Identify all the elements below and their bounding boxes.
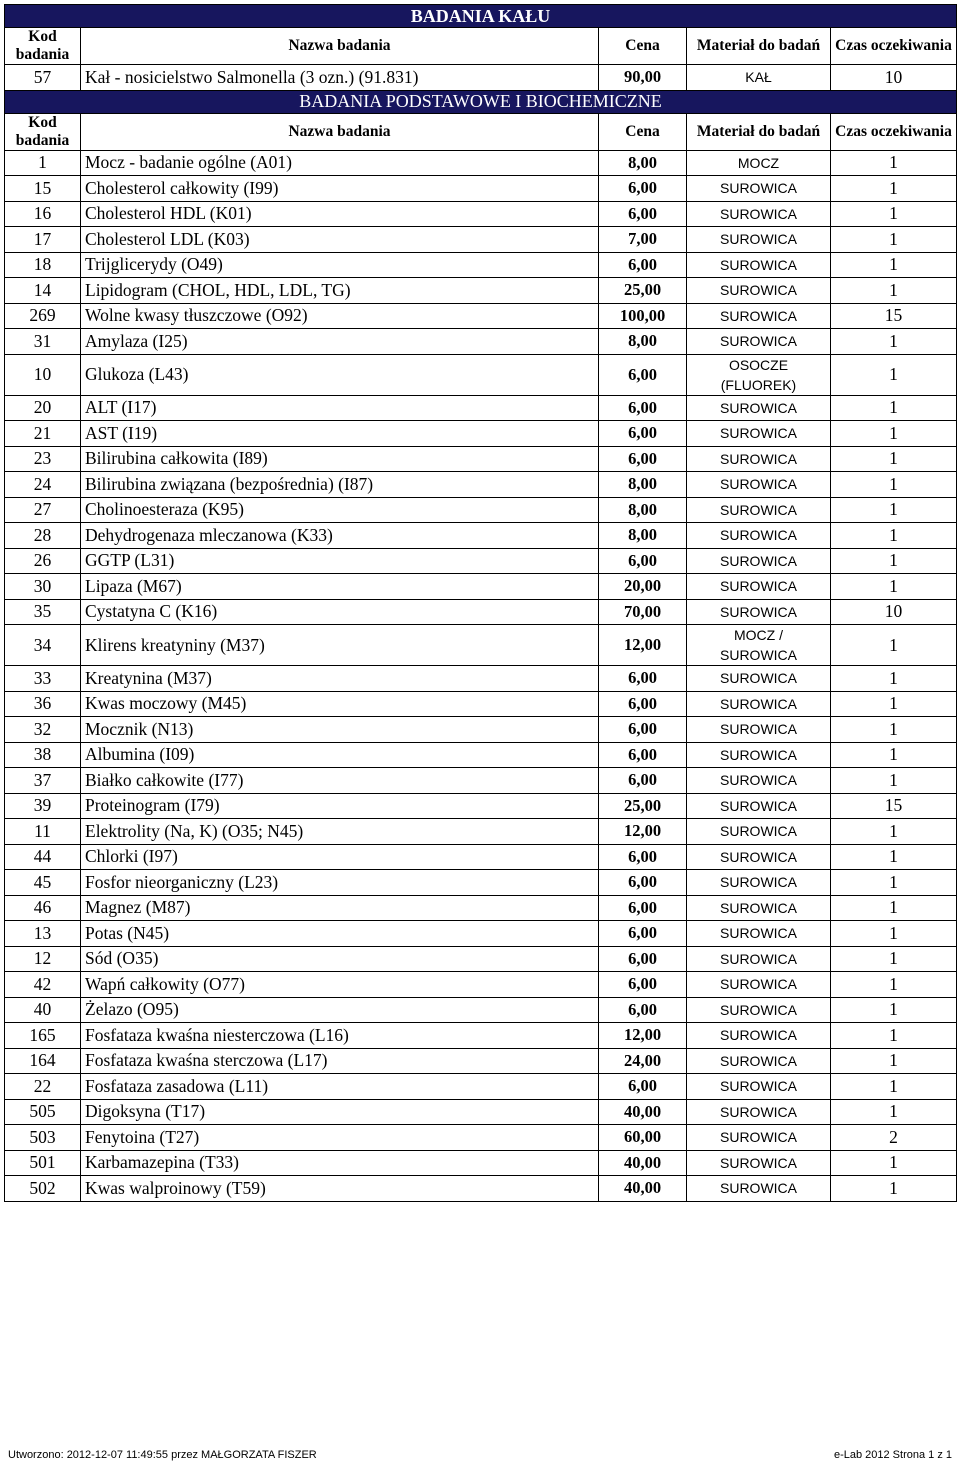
- table-row: [5, 176, 957, 202]
- cell-name: Wolne kwasy tłuszczowe (O92): [81, 303, 599, 329]
- cell-time: 10: [831, 65, 957, 91]
- table-row: [5, 1048, 957, 1074]
- cell-price: 6,00: [599, 691, 687, 717]
- cell-material: SUROWICA: [687, 446, 831, 472]
- cell-time: 1: [831, 1074, 957, 1100]
- table-row: [5, 252, 957, 278]
- cell-code: 42: [5, 972, 81, 998]
- cell-price: 6,00: [599, 176, 687, 202]
- cell-name: Potas (N45): [81, 921, 599, 947]
- cell-price: 6,00: [599, 548, 687, 574]
- cell-material: SUROWICA: [687, 1099, 831, 1125]
- cell-code: 16: [5, 201, 81, 227]
- cell-material: SUROWICA: [687, 1048, 831, 1074]
- cell-price: 40,00: [599, 1099, 687, 1125]
- table-row: [5, 1099, 957, 1125]
- header-material: Materiał do badań: [687, 28, 831, 65]
- cell-time: 1: [831, 997, 957, 1023]
- cell-time: 1: [831, 421, 957, 447]
- cell-time: 1: [831, 227, 957, 253]
- cell-code: 27: [5, 497, 81, 523]
- cell-name: Glukoza (L43): [81, 354, 599, 395]
- table-row: [5, 1176, 957, 1202]
- section-title-row: [5, 5, 957, 28]
- cell-code: 14: [5, 278, 81, 304]
- cell-material-line1: OSOCZE: [728, 356, 789, 373]
- cell-code: 32: [5, 717, 81, 743]
- cell-material: SUROWICA: [687, 303, 831, 329]
- cell-price: 6,00: [599, 997, 687, 1023]
- table-row: [5, 446, 957, 472]
- cell-code: 20: [5, 395, 81, 421]
- cell-material: SUROWICA: [687, 497, 831, 523]
- table-row: [5, 497, 957, 523]
- cell-name: Fosfor nieorganiczny (L23): [81, 870, 599, 896]
- table-row: [5, 997, 957, 1023]
- table-row: [5, 523, 957, 549]
- cell-material: SUROWICA: [687, 395, 831, 421]
- cell-code: 37: [5, 768, 81, 794]
- table-row: [5, 395, 957, 421]
- cell-code: 34: [5, 625, 81, 666]
- cell-time: 1: [831, 278, 957, 304]
- cell-material: SUROWICA: [687, 946, 831, 972]
- cell-material: SUROWICA: [687, 691, 831, 717]
- cell-material: SUROWICA: [687, 717, 831, 743]
- cell-code: 12: [5, 946, 81, 972]
- cell-time: 1: [831, 472, 957, 498]
- column-header-row: [5, 28, 957, 65]
- cell-time: 1: [831, 717, 957, 743]
- cell-code: 22: [5, 1074, 81, 1100]
- cell-code: 501: [5, 1150, 81, 1176]
- cell-time: 1: [831, 1099, 957, 1125]
- table-row: [5, 742, 957, 768]
- cell-price: 6,00: [599, 768, 687, 794]
- cell-time: 1: [831, 691, 957, 717]
- cell-material: KAŁ: [687, 65, 831, 91]
- cell-price: 8,00: [599, 150, 687, 176]
- cell-price: 6,00: [599, 921, 687, 947]
- table-row: [5, 548, 957, 574]
- cell-code: 44: [5, 844, 81, 870]
- cell-time: 1: [831, 921, 957, 947]
- cell-time: 1: [831, 150, 957, 176]
- cell-name: Mocznik (N13): [81, 717, 599, 743]
- cell-time: 1: [831, 1150, 957, 1176]
- table-row: [5, 819, 957, 845]
- cell-code: 1: [5, 150, 81, 176]
- cell-name: AST (I19): [81, 421, 599, 447]
- cell-price: 40,00: [599, 1176, 687, 1202]
- cell-material: SUROWICA: [687, 1176, 831, 1202]
- price-list-table: [4, 4, 957, 1202]
- cell-name: Cholesterol całkowity (I99): [81, 176, 599, 202]
- cell-name: Karbamazepina (T33): [81, 1150, 599, 1176]
- cell-time: 1: [831, 742, 957, 768]
- table-row: [5, 421, 957, 447]
- cell-code: 17: [5, 227, 81, 253]
- cell-name: Lipidogram (CHOL, HDL, LDL, TG): [81, 278, 599, 304]
- header-time: Czas oczekiwania: [831, 113, 957, 150]
- cell-time: 15: [831, 303, 957, 329]
- cell-name: Trijglicerydy (O49): [81, 252, 599, 278]
- cell-price: 6,00: [599, 895, 687, 921]
- table-row: [5, 1125, 957, 1151]
- table-row: [5, 1023, 957, 1049]
- cell-name: Proteinogram (I79): [81, 793, 599, 819]
- cell-price: 6,00: [599, 742, 687, 768]
- cell-price: 20,00: [599, 574, 687, 600]
- cell-name: Dehydrogenaza mleczanowa (K33): [81, 523, 599, 549]
- table-row: [5, 768, 957, 794]
- cell-name: ALT (I17): [81, 395, 599, 421]
- cell-name: Cholesterol HDL (K01): [81, 201, 599, 227]
- table-row: [5, 870, 957, 896]
- cell-material: SUROWICA: [687, 227, 831, 253]
- cell-price: 60,00: [599, 1125, 687, 1151]
- cell-name: Kał - nosicielstwo Salmonella (3 ozn.) (91.831): [81, 65, 599, 91]
- cell-material-line2: SUROWICA: [720, 647, 797, 663]
- header-code: Kod badania: [5, 28, 81, 65]
- cell-price: 6,00: [599, 972, 687, 998]
- cell-time: 1: [831, 446, 957, 472]
- table-row: [5, 793, 957, 819]
- header-code: Kod badania: [5, 113, 81, 150]
- table-row: [5, 227, 957, 253]
- cell-price: 6,00: [599, 666, 687, 692]
- cell-time: 1: [831, 176, 957, 202]
- cell-name: Żelazo (O95): [81, 997, 599, 1023]
- cell-price: 6,00: [599, 446, 687, 472]
- cell-material: SUROWICA: [687, 523, 831, 549]
- cell-code: 45: [5, 870, 81, 896]
- cell-price: 6,00: [599, 421, 687, 447]
- column-header-row: [5, 113, 957, 150]
- cell-code: 18: [5, 252, 81, 278]
- cell-time: 1: [831, 201, 957, 227]
- cell-price: 6,00: [599, 946, 687, 972]
- cell-name: Digoksyna (T17): [81, 1099, 599, 1125]
- cell-price: 8,00: [599, 329, 687, 355]
- cell-code: 502: [5, 1176, 81, 1202]
- header-price: Cena: [599, 113, 687, 150]
- section-title: BADANIA KAŁU: [5, 5, 957, 28]
- cell-time: 1: [831, 819, 957, 845]
- cell-time: 1: [831, 1023, 957, 1049]
- cell-material: SUROWICA: [687, 997, 831, 1023]
- cell-price: 6,00: [599, 1074, 687, 1100]
- cell-time: 1: [831, 354, 957, 395]
- cell-material: SUROWICA: [687, 793, 831, 819]
- cell-time: 1: [831, 574, 957, 600]
- table-row: [5, 329, 957, 355]
- table-row: [5, 150, 957, 176]
- cell-price: 12,00: [599, 1023, 687, 1049]
- cell-time: 1: [831, 666, 957, 692]
- cell-price: 70,00: [599, 599, 687, 625]
- header-price: Cena: [599, 28, 687, 65]
- table-row: [5, 921, 957, 947]
- cell-name: Białko całkowite (I77): [81, 768, 599, 794]
- table-row: [5, 201, 957, 227]
- table-row: [5, 354, 957, 395]
- cell-name: Kreatynina (M37): [81, 666, 599, 692]
- cell-time: 1: [831, 548, 957, 574]
- cell-code: 30: [5, 574, 81, 600]
- table-row: [5, 599, 957, 625]
- cell-material: SUROWICA: [687, 201, 831, 227]
- cell-code: 23: [5, 446, 81, 472]
- header-material: Materiał do badań: [687, 113, 831, 150]
- cell-code: 15: [5, 176, 81, 202]
- cell-time: 2: [831, 1125, 957, 1151]
- cell-code: 38: [5, 742, 81, 768]
- cell-name: Bilirubina związana (bezpośrednia) (I87): [81, 472, 599, 498]
- cell-name: Elektrolity (Na, K) (O35; N45): [81, 819, 599, 845]
- cell-price: 8,00: [599, 497, 687, 523]
- cell-material: SUROWICA: [687, 895, 831, 921]
- cell-price: 6,00: [599, 354, 687, 395]
- cell-time: 1: [831, 1048, 957, 1074]
- cell-material: SUROWICA: [687, 176, 831, 202]
- cell-name: Cystatyna C (K16): [81, 599, 599, 625]
- table-row: [5, 946, 957, 972]
- cell-price: 12,00: [599, 625, 687, 666]
- cell-code: 35: [5, 599, 81, 625]
- cell-material: SUROWICA: [687, 844, 831, 870]
- cell-time: 1: [831, 895, 957, 921]
- cell-material: SUROWICA: [687, 666, 831, 692]
- table-row: [5, 972, 957, 998]
- cell-code: 33: [5, 666, 81, 692]
- section-title: BADANIA PODSTAWOWE I BIOCHEMICZNE: [5, 90, 957, 113]
- cell-code: 164: [5, 1048, 81, 1074]
- cell-name: Cholinoesteraza (K95): [81, 497, 599, 523]
- cell-material-line1: MOCZ /: [734, 627, 783, 643]
- table-row: [5, 895, 957, 921]
- cell-price: 25,00: [599, 278, 687, 304]
- cell-time: 1: [831, 329, 957, 355]
- cell-code: 24: [5, 472, 81, 498]
- cell-name: Wapń całkowity (O77): [81, 972, 599, 998]
- cell-time: 1: [831, 497, 957, 523]
- cell-time: 1: [831, 625, 957, 666]
- table-row: [5, 844, 957, 870]
- cell-name: Fosfataza zasadowa (L11): [81, 1074, 599, 1100]
- cell-material: [687, 354, 831, 395]
- cell-time: 15: [831, 793, 957, 819]
- cell-name: Sód (O35): [81, 946, 599, 972]
- header-time: Czas oczekiwania: [831, 28, 957, 65]
- cell-material: SUROWICA: [687, 472, 831, 498]
- cell-material: SUROWICA: [687, 742, 831, 768]
- table-row: [5, 1074, 957, 1100]
- cell-time: 1: [831, 1176, 957, 1202]
- cell-code: 503: [5, 1125, 81, 1151]
- table-row: [5, 1150, 957, 1176]
- cell-price: 90,00: [599, 65, 687, 91]
- table-row: [5, 278, 957, 304]
- cell-material: SUROWICA: [687, 768, 831, 794]
- table-row: [5, 65, 957, 91]
- cell-code: 46: [5, 895, 81, 921]
- cell-name: Bilirubina całkowita (I89): [81, 446, 599, 472]
- cell-code: 36: [5, 691, 81, 717]
- header-name: Nazwa badania: [81, 28, 599, 65]
- cell-code: 28: [5, 523, 81, 549]
- cell-material: SUROWICA: [687, 972, 831, 998]
- cell-material: SUROWICA: [687, 252, 831, 278]
- cell-material: SUROWICA: [687, 421, 831, 447]
- cell-code: 21: [5, 421, 81, 447]
- cell-material: SUROWICA: [687, 329, 831, 355]
- cell-name: Fosfataza kwaśna sterczowa (L17): [81, 1048, 599, 1074]
- cell-material: SUROWICA: [687, 1125, 831, 1151]
- cell-name: Fenytoina (T27): [81, 1125, 599, 1151]
- cell-code: 13: [5, 921, 81, 947]
- cell-time: 1: [831, 395, 957, 421]
- cell-time: 1: [831, 870, 957, 896]
- cell-material: SUROWICA: [687, 278, 831, 304]
- cell-code: 505: [5, 1099, 81, 1125]
- cell-time: 1: [831, 972, 957, 998]
- table-row: [5, 472, 957, 498]
- cell-code: 165: [5, 1023, 81, 1049]
- cell-price: 40,00: [599, 1150, 687, 1176]
- table-row: [5, 691, 957, 717]
- cell-material: MOCZ: [687, 150, 831, 176]
- cell-price: 6,00: [599, 717, 687, 743]
- cell-price: 6,00: [599, 201, 687, 227]
- cell-price: 6,00: [599, 870, 687, 896]
- cell-price: 7,00: [599, 227, 687, 253]
- cell-name: Kwas walproinowy (T59): [81, 1176, 599, 1202]
- cell-price: 6,00: [599, 252, 687, 278]
- cell-code: 26: [5, 548, 81, 574]
- cell-code: 11: [5, 819, 81, 845]
- cell-material: SUROWICA: [687, 1023, 831, 1049]
- header-name: Nazwa badania: [81, 113, 599, 150]
- cell-code: 31: [5, 329, 81, 355]
- cell-price: 8,00: [599, 472, 687, 498]
- cell-material-line2: (FLUOREK): [720, 376, 797, 393]
- table-row: [5, 303, 957, 329]
- cell-price: 6,00: [599, 844, 687, 870]
- cell-material: SUROWICA: [687, 548, 831, 574]
- cell-material: SUROWICA: [687, 574, 831, 600]
- cell-time: 1: [831, 252, 957, 278]
- table-row: [5, 625, 957, 666]
- cell-code: 269: [5, 303, 81, 329]
- section-title-row: [5, 90, 957, 113]
- cell-material: SUROWICA: [687, 1150, 831, 1176]
- cell-name: Kwas moczowy (M45): [81, 691, 599, 717]
- cell-name: Magnez (M87): [81, 895, 599, 921]
- cell-material: [687, 625, 831, 666]
- cell-time: 1: [831, 523, 957, 549]
- cell-material: SUROWICA: [687, 1074, 831, 1100]
- cell-price: 25,00: [599, 793, 687, 819]
- table-row: [5, 666, 957, 692]
- cell-material: SUROWICA: [687, 599, 831, 625]
- cell-name: Fosfataza kwaśna niesterczowa (L16): [81, 1023, 599, 1049]
- cell-name: Cholesterol LDL (K03): [81, 227, 599, 253]
- cell-price: 24,00: [599, 1048, 687, 1074]
- cell-time: 1: [831, 844, 957, 870]
- cell-code: 57: [5, 65, 81, 91]
- cell-name: GGTP (L31): [81, 548, 599, 574]
- cell-material: SUROWICA: [687, 921, 831, 947]
- cell-material: SUROWICA: [687, 870, 831, 896]
- cell-name: Klirens kreatyniny (M37): [81, 625, 599, 666]
- cell-price: 100,00: [599, 303, 687, 329]
- cell-name: Amylaza (I25): [81, 329, 599, 355]
- cell-price: 12,00: [599, 819, 687, 845]
- cell-code: 40: [5, 997, 81, 1023]
- cell-name: Chlorki (I97): [81, 844, 599, 870]
- cell-name: Albumina (I09): [81, 742, 599, 768]
- cell-time: 1: [831, 946, 957, 972]
- footer-created: Utworzono: 2012-12-07 11:49:55 przez MAŁGORZATA FISZER: [8, 1449, 317, 1461]
- cell-material: SUROWICA: [687, 819, 831, 845]
- footer-page-info: e-Lab 2012 Strona 1 z 1: [833, 1449, 952, 1461]
- cell-price: 6,00: [599, 395, 687, 421]
- cell-time: 10: [831, 599, 957, 625]
- table-row: [5, 717, 957, 743]
- cell-name: Lipaza (M67): [81, 574, 599, 600]
- cell-price: 8,00: [599, 523, 687, 549]
- table-row: [5, 574, 957, 600]
- cell-code: 10: [5, 354, 81, 395]
- cell-code: 39: [5, 793, 81, 819]
- cell-time: 1: [831, 768, 957, 794]
- cell-name: Mocz - badanie ogólne (A01): [81, 150, 599, 176]
